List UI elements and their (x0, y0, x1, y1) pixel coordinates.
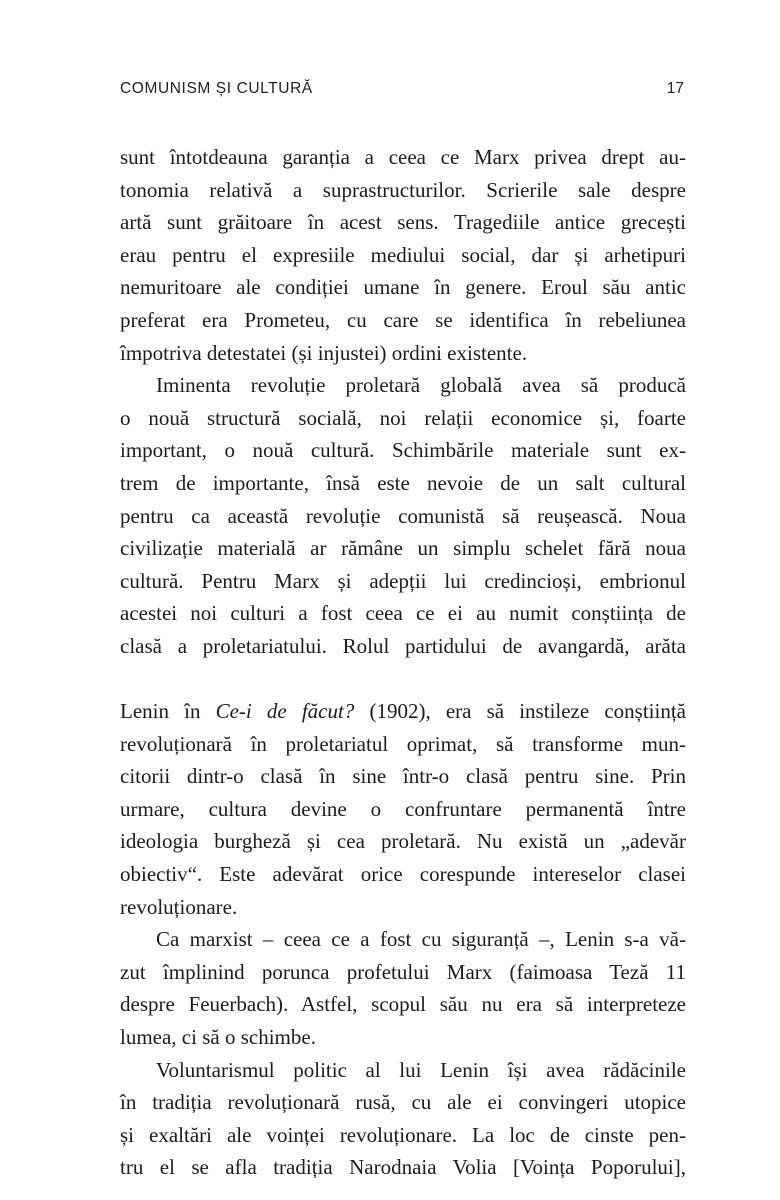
text-line: și exaltări ale voinței revoluționare. La loc de cinste pen- (120, 1122, 686, 1147)
text-fragment: Lenin în (120, 699, 216, 724)
text-line: Ca marxist – ceea ce a fost cu siguranță –, Lenin s-a vă- (156, 927, 686, 952)
text-line: tru el se afla tradiția Narodnaia Volia [Voința Poporului], (120, 1155, 686, 1180)
text-line: erau pentru el expresiile mediului social, dar și arhetipuri (120, 242, 686, 267)
text-line: urmare, cultura devine o confruntare permanentă între (120, 796, 686, 821)
text-line: sunt întotdeauna garanția a ceea ce Marx privea drept au- (120, 145, 686, 169)
body-text (120, 141, 686, 1184)
text-line: cultură. Pentru Marx și adepții lui credincioși, embrionul (120, 568, 686, 593)
text-line: zut împlinind porunca profetului Marx (faimoasa Teză 11 (120, 959, 686, 984)
text-line: citorii dintr-o clasă în sine într-o clasă pentru sine. Prin (120, 764, 686, 789)
text-line: civilizație materială ar rămâne un simplu schelet fără noua (120, 536, 686, 561)
text-line: nemuritoare ale condiției umane în genere. Eroul său antic (120, 275, 686, 300)
text-line: lumea, ci să o schimbe. (120, 1025, 316, 1050)
text-line: artă sunt grăitoare în acest sens. Tragediile antice grecești (120, 210, 686, 235)
text-line: pentru ca această revoluție comunistă să reușească. Noua (120, 503, 686, 528)
text-line: revoluționare. (120, 894, 238, 919)
text-line: clasă a proletariatului. Rolul partidului de avangardă, arăta (120, 633, 686, 658)
text-fragment: (1902), era să instileze conștiință (354, 699, 686, 724)
paragraph-1 (120, 141, 686, 369)
text-line: trem de importante, însă este nevoie de un salt cultural (120, 470, 686, 495)
text-line: o nouă structură socială, noi relații economice și, foarte (120, 405, 686, 430)
text-line: acestei noi culturi a fost ceea ce ei au numit conștiința de (120, 601, 686, 626)
text-line: preferat era Prometeu, cu care se identifica în rebeliunea (120, 307, 686, 332)
text-line: tonomia relativă a suprastructurilor. Scrierile sale despre (120, 177, 686, 202)
text-line-with-book-title (120, 695, 686, 728)
text-line: important, o nouă cultură. Schimbările materiale sunt ex- (120, 438, 686, 463)
paragraph-3 (120, 923, 686, 1053)
page-number: 17 (666, 80, 684, 97)
book-title: Ce-i de făcut? (215, 699, 355, 724)
running-title: COMUNISM ȘI CULTURĂ (120, 80, 313, 97)
text-line: în tradiția revoluționară rusă, cu ale ei convingeri utopice (120, 1090, 686, 1115)
text-line: despre Feuerbach). Astfel, scopul său nu era să interpreteze (120, 992, 686, 1017)
text-line: obiectiv“. Este adevărat orice corespunde intereselor clasei (120, 862, 686, 887)
text-line: Iminenta revoluție proletară globală avea să producă (156, 373, 686, 398)
text-line: Voluntarismul politic al lui Lenin își avea rădăcinile (156, 1057, 686, 1082)
paragraph-4 (120, 1054, 686, 1184)
paragraph-2 (120, 369, 686, 923)
text-line: împotriva detestatei (și injustei) ordini existente. (120, 340, 528, 365)
text-line: ideologia burgheză și cea proletară. Nu există un „adevăr (120, 829, 686, 854)
running-header (120, 78, 686, 100)
text-line (120, 663, 686, 696)
text-line: revoluționară în proletariatul oprimat, să transforme mun- (120, 731, 686, 756)
